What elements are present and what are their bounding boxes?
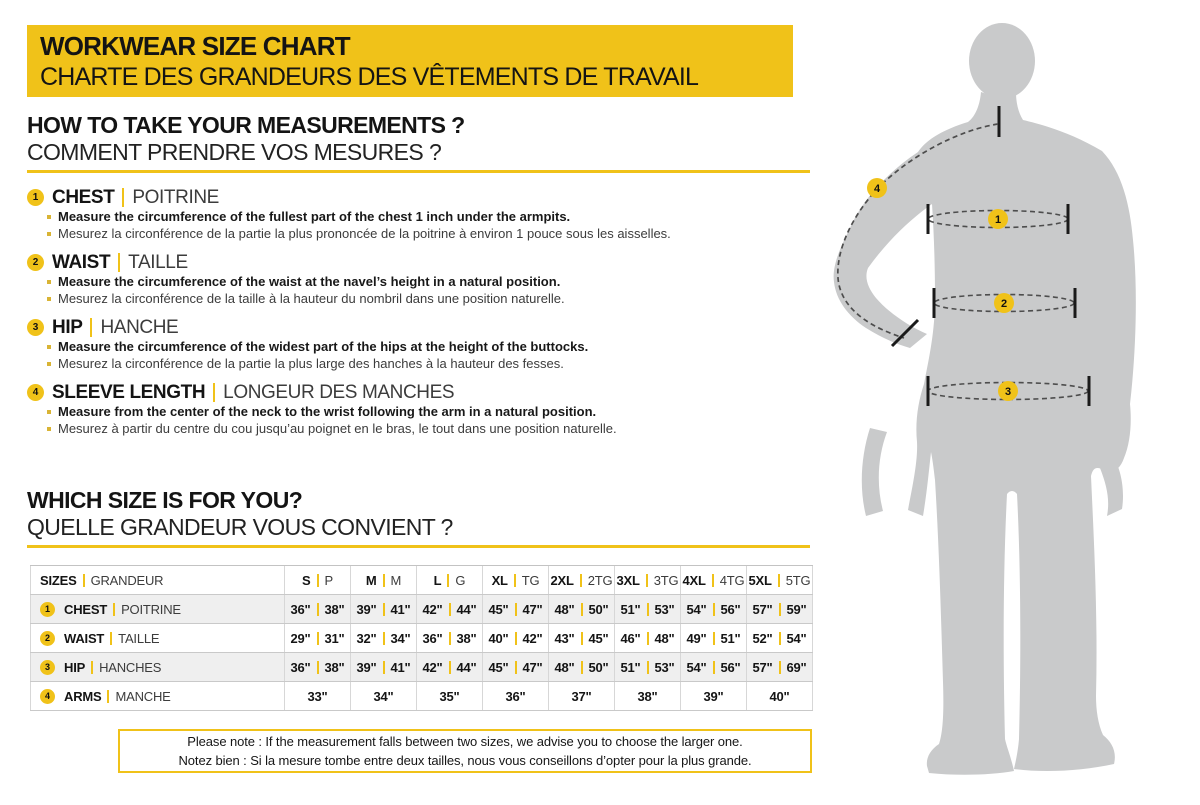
bullet-dot [47,232,51,236]
yellow-separator [383,574,385,587]
number-badge: 4 [40,689,55,704]
measurement-desc-fr [47,421,817,438]
size-label-en: 4XL [682,572,706,588]
yellow-separator [317,632,319,645]
bullet-dot [47,345,51,349]
cell-value: 45" [588,630,609,646]
cell-value: 43" [554,630,575,646]
size-label-fr: M [390,572,402,588]
size-label-en: XL [491,572,508,588]
yellow-separator [317,661,319,674]
cell-value: 57" [752,659,773,675]
table-cell [681,653,747,681]
table-cell [483,653,549,681]
row-label-en: ARMS [64,688,102,704]
yellow-separator [449,661,451,674]
cell-value: 40" [488,630,509,646]
table-cell [549,624,615,652]
cell-value: 44" [456,659,477,675]
table-cell [549,682,615,710]
size-label-en: 5XL [748,572,772,588]
row-label-fr: HANCHES [99,659,162,675]
measurement-desc-en-text: Measure from the center of the neck to the wrist following the arm in a natural position. [58,404,597,419]
measurement-desc-en [47,339,817,356]
yellow-separator [514,574,516,587]
cell-value: 34" [373,688,394,704]
measurement-desc-en-text: Measure the circumference of the widest part of the hips at the height of the buttocks. [58,339,589,354]
table-row [30,682,813,711]
yellow-separator [779,632,781,645]
size-label-fr: 4TG [719,572,745,588]
banner [27,25,793,97]
which-size-title-fr: QUELLE GRANDEUR VOUS CONVIENT ? [27,514,453,540]
cell-value: 50" [588,659,609,675]
measurement-label-en: CHEST [52,186,115,208]
yellow-separator [647,632,649,645]
yellow-separator [581,632,583,645]
measurement-item-header [27,316,817,339]
cell-value: 34" [390,630,411,646]
table-cell [615,595,681,623]
table-cell [351,682,417,710]
table-cell [747,595,813,623]
table-cell [285,682,351,710]
table-header-row [30,566,813,595]
table-cell [483,682,549,710]
measurement-label-en: HIP [52,316,83,338]
bullet-dot [47,362,51,366]
bullet-dot [47,410,51,414]
figure-badge-chest [988,209,1008,229]
cell-value: 33" [307,688,328,704]
yellow-separator [713,661,715,674]
yellow-separator [581,603,583,616]
measurement-desc-en [47,404,817,421]
table-cell [549,595,615,623]
yellow-separator [647,603,649,616]
table-row [30,653,813,682]
which-size-title-en: WHICH SIZE IS FOR YOU? [27,487,303,513]
yellow-separator [110,632,112,645]
measurement-item-header [27,186,817,209]
table-cell [417,682,483,710]
measurement-item-header [27,381,817,404]
measurement-desc-fr-text: Mesurez à partir du centre du cou jusqu’au poignet en le bras, le tout dans une position naturelle. [58,420,617,436]
yellow-separator [515,632,517,645]
measurement-item [27,251,817,307]
svg-text:3: 3 [1004,386,1012,398]
table-cell [285,624,351,652]
cell-value: 39" [356,601,377,617]
yellow-separator [449,603,451,616]
bullet-dot [47,427,51,431]
cell-value: 38" [324,659,345,675]
yellow-separator [317,574,319,587]
measurement-item-header [27,251,817,274]
how-to-section-heading [27,112,810,173]
which-size-section-heading [27,487,810,548]
cell-value: 38" [637,688,658,704]
cell-value: 46" [620,630,641,646]
measurement-desc-en-text: Measure the circumference of the waist at the navel’s height in a natural position. [58,274,561,289]
cell-value: 39" [703,688,724,704]
yellow-separator [713,632,715,645]
number-badge: 2 [27,254,44,271]
cell-value: 48" [654,630,675,646]
cell-value: 50" [588,601,609,617]
cell-value: 56" [720,659,741,675]
cell-value: 38" [456,630,477,646]
cell-value: 35" [439,688,460,704]
cell-value: 48" [554,601,575,617]
cell-value: 51" [720,630,741,646]
size-column-header [285,566,351,594]
measurement-desc-en [47,209,817,226]
measurement-item [27,316,817,372]
measurement-desc-fr [47,291,817,308]
row-label-cell [30,653,285,681]
cell-value: 52" [752,630,773,646]
row-label-fr: MANCHE [115,688,171,704]
yellow-separator [515,603,517,616]
note-line-en: Please note : If the measurement falls between two sizes, we advise you to choose the larger one. [187,734,743,749]
number-badge: 2 [40,631,55,646]
yellow-separator [580,574,582,587]
size-label-fr: 3TG [653,572,679,588]
table-cell [747,682,813,710]
yellow-separator [779,603,781,616]
cell-value: 47" [522,601,543,617]
cell-value: 49" [686,630,707,646]
table-cell [417,653,483,681]
measurement-label-en: WAIST [52,251,111,273]
row-label-cell [30,624,285,652]
corner-label-en: SIZES [40,572,77,588]
yellow-separator [515,661,517,674]
cell-value: 36" [290,601,311,617]
measurement-desc-fr-text: Mesurez la circonférence de la partie la plus large des hanches à la hauteur des fesses. [58,355,564,371]
cell-value: 69" [786,659,807,675]
cell-value: 42" [422,601,443,617]
silhouette-tool-right [1100,458,1123,516]
yellow-separator [317,603,319,616]
yellow-separator [213,383,215,402]
cell-value: 47" [522,659,543,675]
yellow-separator [779,661,781,674]
size-table [30,565,813,711]
size-column-header [417,566,483,594]
bullet-dot [47,297,51,301]
cell-value: 42" [522,630,543,646]
measurement-label-fr: HANCHE [100,316,179,338]
yellow-separator [122,188,124,207]
table-cell [417,624,483,652]
size-column-header [615,566,681,594]
cell-value: 51" [620,601,641,617]
yellow-separator [113,603,115,616]
row-label-fr: POITRINE [121,601,181,617]
table-row [30,624,813,653]
svg-text:2: 2 [1000,298,1008,310]
row-label-cell [30,595,285,623]
table-cell [483,624,549,652]
size-label-fr: 5TG [785,572,811,588]
cell-value: 37" [571,688,592,704]
row-label-en: HIP [64,659,86,675]
cell-value: 41" [390,601,411,617]
yellow-separator [383,661,385,674]
size-label-en: 2XL [550,572,574,588]
row-label-en: WAIST [64,630,105,646]
size-column-header [549,566,615,594]
size-column-header [681,566,747,594]
measurement-label-fr: TAILLE [128,251,188,273]
size-label-en: L [433,572,442,588]
banner-title-en: WORKWEAR SIZE CHART [40,30,350,61]
table-row [30,595,813,624]
number-badge: 1 [27,189,44,206]
cell-value: 48" [554,659,575,675]
table-cell [681,682,747,710]
table-cell [285,653,351,681]
number-badge: 3 [27,319,44,336]
cell-value: 39" [356,659,377,675]
table-cell [681,624,747,652]
measurement-item [27,186,817,242]
cell-value: 53" [654,659,675,675]
table-cell [285,595,351,623]
measurement-desc-fr-text: Mesurez la circonférence de la taille à la hauteur du nombril dans une position naturelle. [58,290,565,306]
cell-value: 41" [390,659,411,675]
yellow-separator [383,603,385,616]
yellow-rule [27,545,810,548]
size-label-fr: G [455,572,466,588]
yellow-separator [647,661,649,674]
size-column-header [483,566,549,594]
figure-badge-sleeve [867,178,887,198]
yellow-separator [107,690,109,703]
cell-value: 31" [324,630,345,646]
size-label-en: M [365,572,377,588]
size-column-header [351,566,417,594]
banner-title-fr: CHARTE DES GRANDEURS DES VÊTEMENTS DE TRAVAIL [40,62,699,91]
yellow-separator [383,632,385,645]
table-cell [747,624,813,652]
yellow-separator [712,574,714,587]
table-corner-cell [30,566,285,594]
measurement-item [27,381,817,437]
measurement-label-fr: LONGEUR DES MANCHES [223,381,455,403]
size-label-en: 3XL [616,572,640,588]
cell-value: 36" [505,688,526,704]
yellow-separator [118,253,120,272]
cell-value: 54" [686,659,707,675]
table-cell [417,595,483,623]
bullet-dot [47,215,51,219]
yellow-rule [27,170,810,173]
table-cell [351,624,417,652]
row-label-fr: TAILLE [118,630,160,646]
cell-value: 45" [488,659,509,675]
table-cell [351,595,417,623]
measurement-label-en: SLEEVE LENGTH [52,381,206,403]
worker-silhouette-figure [830,0,1200,800]
yellow-separator [581,661,583,674]
figure-badge-hip [998,381,1018,401]
cell-value: 54" [686,601,707,617]
table-cell [681,595,747,623]
cell-value: 59" [786,601,807,617]
note-line-fr: Notez bien : Si la mesure tombe entre deux tailles, nous vous conseillons d’opter pour la plus grande. [178,753,752,768]
how-to-title-en: HOW TO TAKE YOUR MEASUREMENTS ? [27,112,465,138]
cell-value: 36" [290,659,311,675]
size-label-fr: TG [521,572,540,588]
measurement-desc-fr [47,226,817,243]
yellow-separator [646,574,648,587]
silhouette-tool-left [862,428,887,516]
figure-badge-waist [994,293,1014,313]
cell-value: 56" [720,601,741,617]
svg-text:4: 4 [873,183,881,195]
size-label-fr: 2TG [587,572,613,588]
yellow-separator [91,661,93,674]
cell-value: 45" [488,601,509,617]
cell-value: 42" [422,659,443,675]
yellow-separator [83,574,85,587]
table-cell [549,653,615,681]
table-cell [483,595,549,623]
measurement-instructions-list [27,186,817,446]
cell-value: 38" [324,601,345,617]
cell-value: 51" [620,659,641,675]
size-column-header [747,566,813,594]
row-label-en: CHEST [64,601,108,617]
cell-value: 32" [356,630,377,646]
silhouette-head [969,23,1035,99]
size-label-fr: P [324,572,333,588]
measurement-desc-en [47,274,817,291]
yellow-separator [713,603,715,616]
cell-value: 53" [654,601,675,617]
bullet-dot [47,280,51,284]
table-cell [615,653,681,681]
cell-value: 29" [290,630,311,646]
row-label-cell [30,682,285,710]
table-cell [747,653,813,681]
yellow-separator [90,318,92,337]
size-label-en: S [302,572,311,588]
number-badge: 3 [40,660,55,675]
note-box [118,729,812,773]
cell-value: 57" [752,601,773,617]
table-cell [615,624,681,652]
cell-value: 54" [786,630,807,646]
yellow-separator [778,574,780,587]
table-cell [615,682,681,710]
svg-text:1: 1 [994,214,1002,226]
how-to-title-fr: COMMENT PRENDRE VOS MESURES ? [27,139,442,165]
cell-value: 40" [769,688,790,704]
number-badge: 4 [27,384,44,401]
corner-label-fr: GRANDEUR [90,572,164,588]
measurement-desc-fr [47,356,817,373]
table-cell [351,653,417,681]
cell-value: 36" [422,630,443,646]
measurement-desc-fr-text: Mesurez la circonférence de la partie la plus prononcée de la poitrine à environ 1 pouce sous les aisselles. [58,225,671,241]
cell-value: 44" [456,601,477,617]
measurement-desc-en-text: Measure the circumference of the fullest part of the chest 1 inch under the armpits. [58,209,571,224]
number-badge: 1 [40,602,55,617]
measurement-label-fr: POITRINE [132,186,219,208]
yellow-separator [447,574,449,587]
yellow-separator [449,632,451,645]
